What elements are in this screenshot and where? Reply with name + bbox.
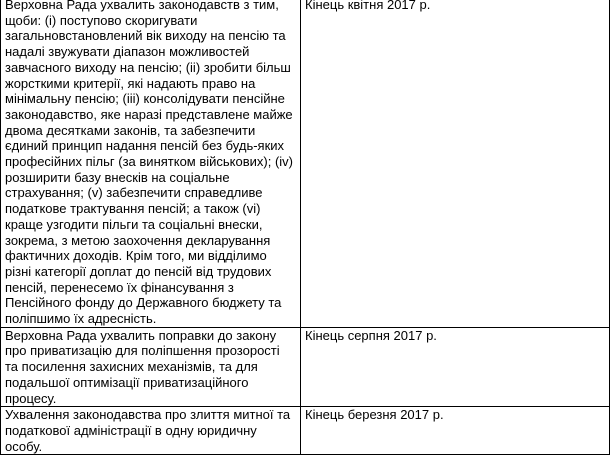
table-row bbox=[1, 327, 610, 407]
measure-text: Ухвалення законодавства про злиття митної та податкової адміністрації в одну юридичну особу. bbox=[5, 407, 291, 454]
measure-cell bbox=[1, 327, 301, 407]
measure-cell bbox=[1, 407, 301, 455]
deadline-text: Кінець серпня 2017 р. bbox=[305, 327, 437, 343]
table-row bbox=[1, 0, 610, 327]
measure-text: Верховна Рада ухвалить поправки до закону про приватизацію для поліпшення прозорості та посилення захисних механізмів, та для подальшої оптимізації приватизаційного процесу. bbox=[5, 327, 280, 406]
deadline-text: Кінець березня 2017 р. bbox=[305, 407, 444, 423]
measure-text: Верховна Рада ухвалить законодавств з тим, щоби: (i) поступово скоригувати загальновстановлений вік виходу на пенсію та надалі звужувати діапазон можливостей завчасного виходу на пенсію; (ii) зробити більш жорсткими критерії, які надають право на мінімальну пенсію; (iii) консолідувати пенсійне законодавство, яке наразі представлене майже двома десятками законів, та забезпечити єдиний принцип надання пенсій без будь-яких професійних пільг (за винятком військових); (iv) розширити базу внесків на соціальне страхування; (v) забезпечити справедливе податкове трактування пенсій; а також (vi) краще узгодити пільги та соціальні внески, зокрема, з метою заохочення декларування фактичних доходів. Крім того, ми відділимо різні категорії доплат до пенсій від трудових пенсій, перенесемо їх фінансування з Пенсійного фонду до Державного бюджету та поліпшимо їх адресність. bbox=[5, 0, 294, 327]
deadline-text: Кінець квітня 2017 р. bbox=[305, 0, 431, 12]
table-row bbox=[1, 407, 610, 455]
deadline-cell bbox=[301, 327, 610, 407]
deadline-cell bbox=[301, 0, 610, 327]
measure-cell bbox=[1, 0, 301, 327]
deadline-cell bbox=[301, 407, 610, 455]
